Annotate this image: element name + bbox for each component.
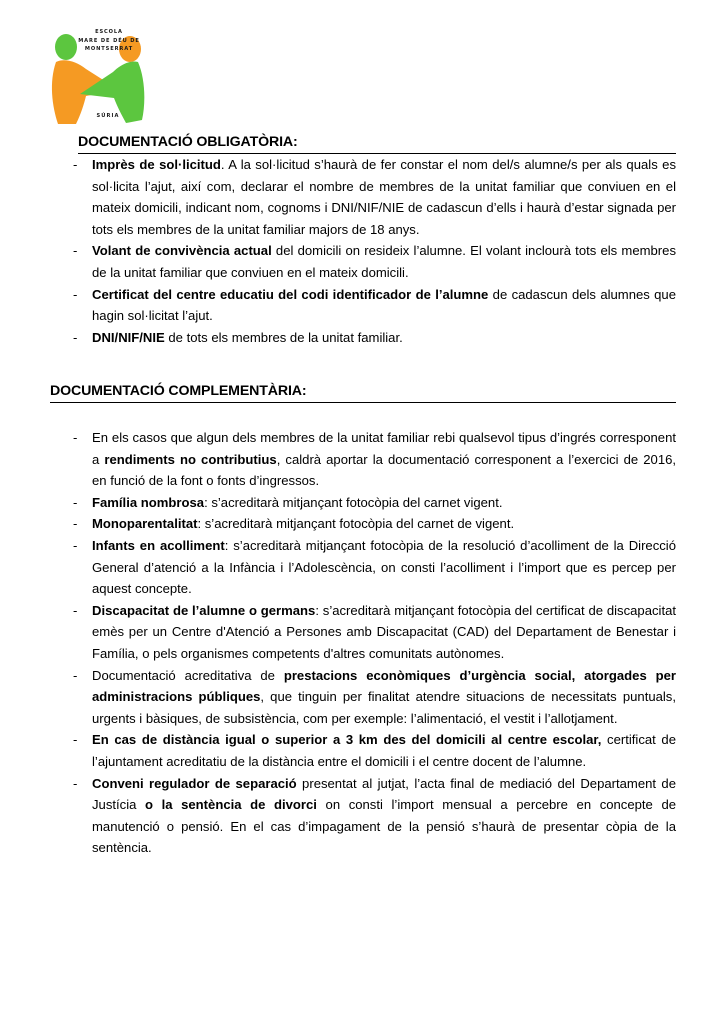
list-item-lead: Volant de convivència actual <box>92 243 272 259</box>
list-item <box>72 773 676 859</box>
list-item-text-pre: Documentació acreditativa de <box>92 667 284 683</box>
list-item <box>72 492 676 514</box>
list-item-text: : s’acreditarà mitjançant fotocòpia de la resolució d’acolliment de la Direcció General d’atenció a la Infància i l’Adolescència, on consti l’acolliment i l’import que es percep per aquest concepte. <box>92 537 676 597</box>
list-item-text: del domicili on resideix l’alumne. El volant inclourà tots els membres de la unitat familiar que conviuen en el mateix domicili. <box>92 243 676 280</box>
list-item-emphasis: o la sentència de divorci <box>145 797 317 813</box>
list-item-lead: Certificat del centre educatiu del codi identificador de l’alumne <box>92 286 489 302</box>
logo-town-label: SÚRIA <box>96 113 120 119</box>
list-item-text: de cadascun dels alumnes que hagin sol·licitat l’ajut. <box>92 286 676 324</box>
list-documentacio-complementaria <box>72 427 676 859</box>
list-item-lead: DNI/NIF/NIE <box>92 329 165 345</box>
list-item-text-post: , caldrà aportar la documentació corresponent a l’exercici de 2016, en funció de la font o fonts d’ingressos. <box>92 451 677 489</box>
list-item-text-post: , que tinguin per finalitat atendre situacions de necessitats puntuals, urgents i bàsiques, de subsistència, com per exemple: l’alimentació, el vestit i l’allotjament. <box>92 689 676 726</box>
list-item <box>72 535 676 600</box>
list-item-lead: Família nombrosa <box>92 494 205 510</box>
list-item-text: : s’acreditarà mitjançant fotocòpia del carnet de vigent. <box>197 516 515 532</box>
list-item-text: : s’acreditarà mitjançant fotocòpia del certificat de discapacitat emès per un Centre d'Atenció a Persones amb Discapacitat (CAD) del Departament de Benestar i Família, o pels organismes competents d'altres comunitats autònomes. <box>92 602 676 661</box>
heading-complementaria-text: DOCUMENTACIÓ COMPLEMENTÀRIA: <box>50 383 307 399</box>
list-item <box>72 240 676 283</box>
list-item <box>72 427 676 492</box>
heading-obligatoria-text: DOCUMENTACIÓ OBLIGATÒRIA: <box>78 134 298 150</box>
logo-name-line-3: MONTSERRAT <box>84 46 134 53</box>
list-item-lead: Imprès de sol·licitud <box>92 157 221 172</box>
list-item-text: de tots els membres de la unitat familiar. <box>164 329 403 345</box>
list-item <box>72 729 676 772</box>
list-item-text: certificat de l’ajuntament acreditatiu de la distància entre el domicili i el centre docent de l’alumne. <box>92 732 676 769</box>
list-item-text-pre: En els casos que algun dels membres de la unitat familiar rebi qualsevol tipus d’ingrés corresponent a <box>92 430 676 467</box>
logo-name-line-2: MARE DE DÉU DE <box>78 37 140 44</box>
logo-name-line-1: ESCOLA <box>95 29 123 35</box>
heading-complementaria-rule <box>50 402 676 403</box>
list-item-lead: En cas de distància igual o superior a 3 km des del domicili al centre escolar, <box>92 732 602 748</box>
school-logo <box>18 14 178 126</box>
list-item-lead: Discapacitat de l’alumne o germans <box>92 602 316 618</box>
list-item <box>72 600 676 665</box>
list-item-lead: Monoparentalitat <box>92 516 198 532</box>
list-item-text: . A la sol·licitud s’haurà de fer constar el nom del/s alumne/s per als quals es sol·licita l’ajut, així com, declarar el nombre de membres de la unitat familiar que conviuen en el mateix domicili, indicant nom, cognoms i DNI/NIF/NIE de cadascun d’ells i haurà d’estar signada per tots els membres de la unitat familiar majors de 18 anys. <box>92 157 676 237</box>
list-item-lead: Infants en acolliment <box>92 537 225 553</box>
list-item <box>72 284 676 327</box>
list-item-emphasis: prestacions econòmiques d’urgència social, atorgades per administracions públiques <box>92 667 676 705</box>
list-documentacio-obligatoria <box>72 154 676 348</box>
list-item-text: presentat al jutjat, l’acta final de mediació del Departament de Justícia <box>92 775 676 813</box>
list-item-lead: Conveni regulador de separació <box>92 775 297 791</box>
list-item-emphasis: rendiments no contributius <box>104 451 277 467</box>
heading-documentacio-obligatoria <box>78 134 676 154</box>
list-item <box>72 327 676 349</box>
list-item <box>72 665 676 730</box>
list-item <box>72 154 676 240</box>
list-item <box>72 513 676 535</box>
heading-documentacio-complementaria <box>50 383 676 403</box>
logo-school-name <box>54 28 164 54</box>
list-item-text-post: on consti l’import mensual a percebre en concepte de manutenció o pensió. En el cas d’impagament de la pensió s’haurà de presentar còpia de la sentència. <box>92 797 677 856</box>
list-item-text: : s’acreditarà mitjançant fotocòpia del carnet vigent. <box>204 494 503 510</box>
